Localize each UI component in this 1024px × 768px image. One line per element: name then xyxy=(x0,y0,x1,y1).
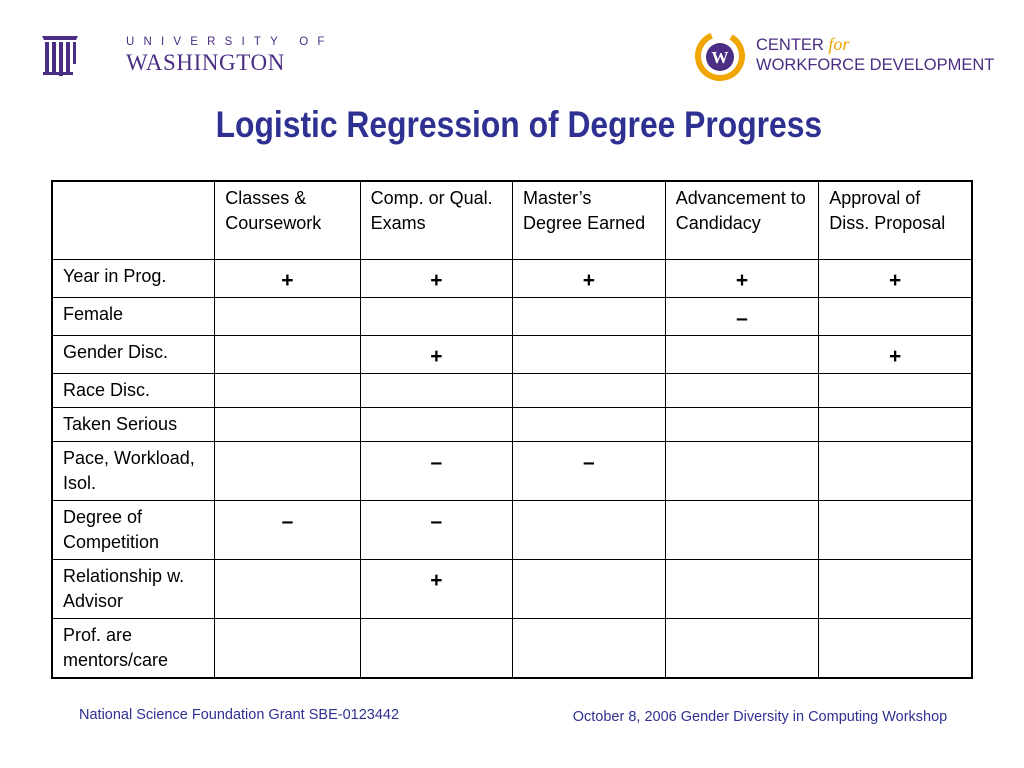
table-row xyxy=(52,335,972,373)
cwd-logo-for: for xyxy=(828,34,850,54)
effect-cell xyxy=(513,335,666,373)
table-header-row xyxy=(52,181,972,259)
effect-cell xyxy=(215,441,360,500)
effect-cell xyxy=(215,335,360,373)
effect-cell xyxy=(819,407,972,441)
effect-cell xyxy=(819,559,972,618)
row-label: Taken Serious xyxy=(52,407,215,441)
uw-columns-icon xyxy=(40,34,80,78)
header-cell: Approval of Diss. Proposal xyxy=(819,181,972,259)
effect-cell xyxy=(360,297,512,335)
effect-cell xyxy=(513,559,666,618)
effect-cell: + xyxy=(665,259,819,297)
effect-cell: + xyxy=(819,335,972,373)
effect-cell xyxy=(215,618,360,678)
effect-cell xyxy=(819,500,972,559)
effect-cell xyxy=(513,297,666,335)
row-label: Pace, Workload, Isol. xyxy=(52,441,215,500)
effect-cell: – xyxy=(215,500,360,559)
effect-cell xyxy=(665,373,819,407)
header-cell: Comp. or Qual. Exams xyxy=(360,181,512,259)
effect-cell xyxy=(819,297,972,335)
effect-cell xyxy=(665,335,819,373)
slide-title: Logistic Regression of Degree Progress xyxy=(215,104,823,145)
effect-cell xyxy=(513,618,666,678)
header-cell: Master’s Degree Earned xyxy=(513,181,666,259)
effect-cell xyxy=(665,407,819,441)
effect-cell: – xyxy=(360,441,512,500)
effect-cell xyxy=(215,407,360,441)
uw-logo-bottom-text: WASHINGTON xyxy=(126,50,285,75)
effect-cell xyxy=(665,618,819,678)
effect-cell: – xyxy=(513,441,666,500)
effect-cell xyxy=(360,618,512,678)
uw-logo-top-text: UNIVERSITY OF xyxy=(126,36,334,48)
effect-cell xyxy=(819,618,972,678)
header-cell: Advancement to Candidacy xyxy=(665,181,819,259)
effect-cell: – xyxy=(360,500,512,559)
table-row xyxy=(52,259,972,297)
effect-cell xyxy=(819,373,972,407)
effect-cell xyxy=(215,373,360,407)
effect-cell xyxy=(665,441,819,500)
footer-event: October 8, 2006 Gender Diversity in Computing Workshop xyxy=(572,709,948,725)
table-row xyxy=(52,297,972,335)
header-cell: Classes & Coursework xyxy=(215,181,360,259)
row-label: Relationship w. Advisor xyxy=(52,559,215,618)
effect-cell: – xyxy=(665,297,819,335)
table-row xyxy=(52,407,972,441)
effect-cell xyxy=(665,559,819,618)
table-row xyxy=(52,500,972,559)
table-row xyxy=(52,373,972,407)
university-of-washington-logo xyxy=(40,30,334,80)
table-row xyxy=(52,441,972,500)
row-label: Gender Disc. xyxy=(52,335,215,373)
cwd-logo-line2: WORKFORCE DEVELOPMENT xyxy=(756,56,995,74)
effect-cell xyxy=(215,559,360,618)
effect-cell xyxy=(665,500,819,559)
regression-table xyxy=(51,180,973,679)
row-label: Year in Prog. xyxy=(52,259,215,297)
effect-cell xyxy=(819,441,972,500)
cwd-w-circle-icon xyxy=(694,30,746,82)
effect-cell xyxy=(513,373,666,407)
header-cell xyxy=(52,181,215,259)
effect-cell: + xyxy=(360,259,512,297)
table-row xyxy=(52,618,972,678)
effect-cell: + xyxy=(360,335,512,373)
effect-cell xyxy=(513,407,666,441)
effect-cell: + xyxy=(215,259,360,297)
effect-cell: + xyxy=(360,559,512,618)
effect-cell xyxy=(360,407,512,441)
row-label: Race Disc. xyxy=(52,373,215,407)
cwd-mark-letter: W xyxy=(711,48,729,67)
footer-grant: National Science Foundation Grant SBE-0123442 xyxy=(79,707,400,723)
effect-cell xyxy=(513,500,666,559)
row-label: Degree of Competition xyxy=(52,500,215,559)
table-row xyxy=(52,559,972,618)
effect-cell xyxy=(360,373,512,407)
effect-cell xyxy=(215,297,360,335)
center-for-workforce-development-logo xyxy=(694,30,994,84)
cwd-logo-line1: CENTER for xyxy=(756,34,850,54)
effect-cell: + xyxy=(819,259,972,297)
row-label: Female xyxy=(52,297,215,335)
effect-cell: + xyxy=(513,259,666,297)
row-label: Prof. are mentors/care xyxy=(52,618,215,678)
